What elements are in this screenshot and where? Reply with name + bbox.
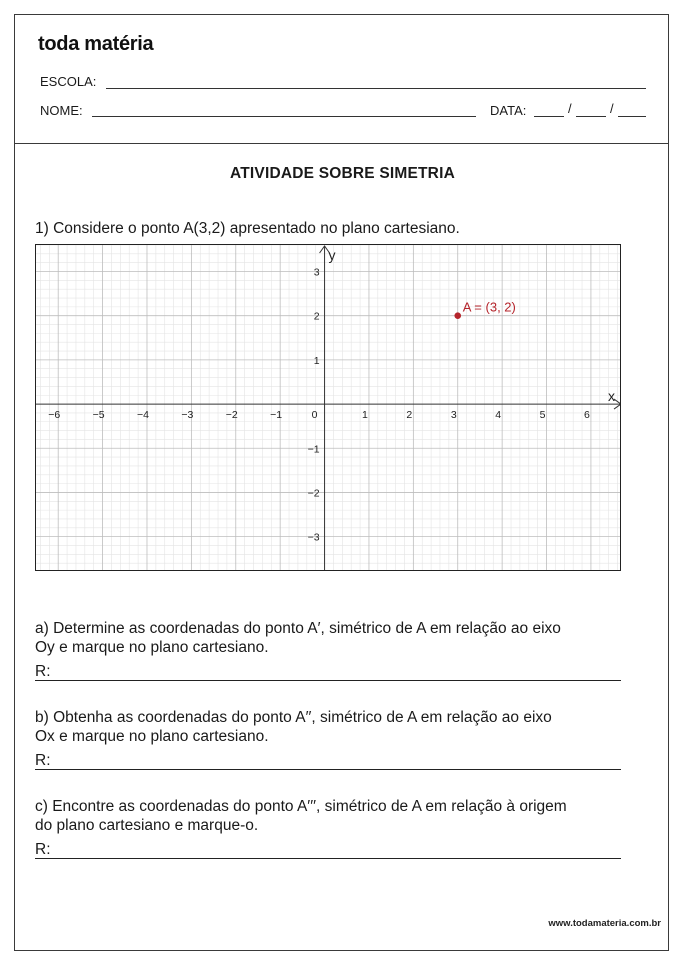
x-tick-label: −4: [136, 409, 149, 422]
page-title: ATIVIDADE SOBRE SIMETRIA: [230, 165, 455, 182]
item-c-line-2: do plano cartesiano e marque-o.: [35, 817, 259, 834]
item-c-answer-label: R:: [35, 841, 51, 858]
date-day-field[interactable]: [534, 116, 564, 117]
x-tick-label: −1: [270, 409, 283, 422]
date-label: DATA:: [490, 103, 527, 118]
name-label: NOME:: [40, 103, 83, 118]
y-tick-label: −1: [307, 443, 320, 456]
question-1: 1) Considere o ponto A(3,2) apresentado no plano cartesiano.: [35, 220, 460, 237]
x-tick-label: 3: [450, 409, 457, 422]
x-tick-label: −6: [48, 409, 61, 422]
cartesian-plane: [35, 244, 621, 571]
item-b-answer-field[interactable]: [35, 769, 621, 770]
y-axis-label: y: [328, 247, 336, 263]
item-a-answer-field[interactable]: [35, 680, 621, 681]
item-c-answer-field[interactable]: [35, 858, 621, 859]
school-field[interactable]: [106, 88, 646, 89]
x-tick-label: 4: [495, 409, 502, 422]
item-b-answer-label: R:: [35, 752, 51, 769]
header: [15, 15, 668, 144]
date-month-field[interactable]: [576, 116, 606, 117]
footer-url[interactable]: www.todamateria.com.br: [548, 918, 661, 929]
x-tick-label: −3: [181, 409, 194, 422]
point-a-label: A = (3, 2): [462, 299, 516, 315]
x-tick-label: 2: [406, 409, 413, 422]
item-a-line-2: Oy e marque no plano cartesiano.: [35, 639, 269, 656]
y-tick-label: 2: [313, 310, 320, 323]
date-separator: /: [610, 101, 614, 116]
y-tick-label: 1: [313, 354, 320, 367]
school-label: ESCOLA:: [40, 74, 97, 89]
point-a: [454, 312, 461, 319]
x-tick-label: 6: [584, 409, 590, 422]
y-tick-label: 3: [313, 266, 320, 279]
item-b-line-2: Ox e marque no plano cartesiano.: [35, 728, 269, 745]
item-b-line-1: b) Obtenha as coordenadas do ponto A′′, simétrico de A em relação ao eixo: [35, 709, 552, 726]
x-axis-label: x: [608, 388, 615, 405]
x-tick-label: 1: [362, 409, 368, 422]
x-tick-label: 0: [311, 409, 318, 422]
logo: toda matéria: [38, 33, 154, 55]
y-tick-label: −2: [307, 487, 320, 500]
x-tick-label: −5: [92, 409, 105, 422]
date-year-field[interactable]: [618, 116, 646, 117]
item-a-answer-label: R:: [35, 663, 51, 680]
item-a-line-1: a) Determine as coordenadas do ponto A′, simétrico de A em relação ao eixo: [35, 620, 561, 637]
date-separator: /: [568, 101, 572, 116]
y-tick-label: −3: [307, 531, 320, 544]
name-field[interactable]: [92, 116, 476, 117]
x-tick-label: 5: [539, 409, 546, 422]
plot-canvas: [36, 245, 621, 571]
item-c-line-1: c) Encontre as coordenadas do ponto A′′′, simétrico de A em relação à origem: [35, 798, 567, 815]
x-tick-label: −2: [225, 409, 238, 422]
